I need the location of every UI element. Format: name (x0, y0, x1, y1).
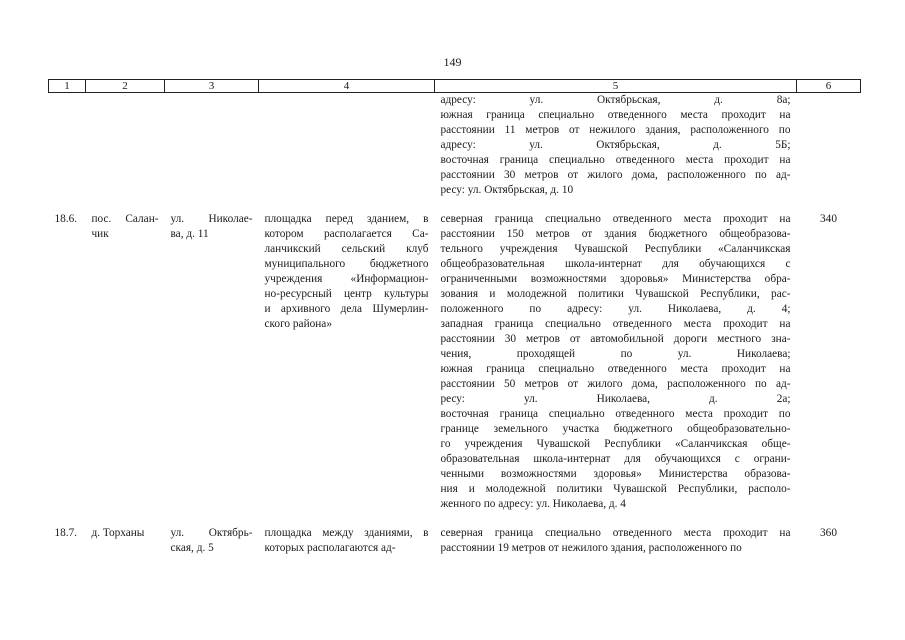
text-line: чик (91, 228, 109, 240)
text-line: восточная граница специально отведенного места проходит по (440, 408, 791, 420)
text-line: расстоянии 50 метров от жилого дома, расположенного по ад- (440, 378, 791, 390)
street-address (165, 526, 259, 556)
text-line: западная граница специально отведенного места проходит на (440, 318, 791, 330)
place-description (259, 526, 435, 556)
boundary-description (435, 93, 797, 199)
column-header: 5 (435, 80, 797, 93)
text-line: и архивного дела Шумерлин- (264, 303, 429, 315)
text-line: образовательная школа-интернат для обучающихся с ограни- (440, 453, 791, 465)
text-line: женного по адресу: ул. Николаева, д. 4 (440, 498, 626, 510)
column-header: 4 (259, 80, 435, 93)
text-line: го учреждения Чувашской Республики «Саланчикская обще- (440, 438, 791, 450)
area-value: 360 (820, 527, 837, 539)
text-line: ресу: ул. Николаева, д. 2а; (440, 393, 791, 405)
text-line: ограниченными возможностями здоровья» Министерства обра- (440, 273, 791, 285)
row-number: 18.6. (54, 213, 78, 225)
street-address (165, 212, 259, 512)
text-line: ченными возможностями здоровья» Министерства образова- (440, 468, 791, 480)
column-header: 6 (797, 80, 861, 93)
text-line: чения, проходящей по ул. Николаева; (440, 348, 791, 360)
boundary-description (435, 212, 797, 512)
text-line: ва, д. 11 (170, 228, 209, 240)
text-line: ского района» (264, 318, 332, 330)
text-line: ул. Николае- (170, 213, 253, 225)
text-line: муниципального бюджетного (264, 258, 429, 270)
text-line: но-ресурсный центр культуры (264, 288, 429, 300)
places-table (48, 79, 861, 556)
text-line: южная граница специально отведенного места проходит на (440, 109, 791, 121)
text-line: площадка между зданиями, в (264, 527, 429, 539)
text-line: ланчикский сельский клуб (264, 243, 429, 255)
text-line: северная граница специально отведенного места проходит на (440, 213, 791, 225)
text-line: ния и молодежной политики Чувашской Республики, располо- (440, 483, 791, 495)
table-row (49, 526, 861, 556)
text-line: учреждения «Информацион- (264, 273, 429, 285)
row-number: 18.7. (54, 527, 78, 539)
continuation-row (49, 93, 861, 199)
text-line: д. Торханы (91, 527, 145, 539)
text-line: площадка перед зданием, в (264, 213, 429, 225)
text-line: расстоянии 150 метров от здания бюджетного общеобразова- (440, 228, 791, 240)
text-line: адресу: ул. Октябрьская, д. 5Б; (440, 139, 791, 151)
area-value: 340 (820, 213, 837, 225)
settlement-name (86, 212, 165, 512)
text-line: общеобразовательная школа-интернат для обучающихся с (440, 258, 791, 270)
text-line: северная граница специально отведенного места проходит на (440, 527, 791, 539)
text-line: восточная граница специально отведенного места проходит на (440, 154, 791, 166)
text-line: расстоянии 30 метров от жилого дома, расположенного по ад- (440, 169, 791, 181)
settlement-name (86, 526, 165, 556)
table-row (49, 212, 861, 512)
column-header: 1 (49, 80, 86, 93)
column-header: 3 (165, 80, 259, 93)
text-line: адресу: ул. Октябрьская, д. 8а; (440, 94, 791, 106)
text-line: зования и молодежной политики Чувашской Республики, рас- (440, 288, 791, 300)
text-line: расстоянии 30 метров от автомобильной дороги местного зна- (440, 333, 791, 345)
text-line: ресу: ул. Октябрьская, д. 10 (440, 184, 574, 196)
text-line: границе земельного участка бюджетного общеобразовательно- (440, 423, 791, 435)
text-line: ул. Октябрь- (170, 527, 253, 539)
page-number: 149 (443, 55, 462, 69)
text-line: положенного по адресу: ул. Николаева, д. 4; (440, 303, 791, 315)
text-line: тельного учреждения Чувашской Республики «Саланчикская (440, 243, 791, 255)
text-line: пос. Салан- (91, 213, 159, 225)
text-line: южная граница специально отведенного места проходит на (440, 363, 791, 375)
text-line: расстоянии 11 метров от нежилого здания, расположенного по (440, 124, 791, 136)
place-description (259, 212, 435, 512)
text-line: расстоянии 19 метров от нежилого здания, расположенного по (440, 542, 742, 554)
text-line: котором располагается Са- (264, 228, 429, 240)
text-line: ская, д. 5 (170, 542, 214, 554)
column-header: 2 (86, 80, 165, 93)
table-header-row (49, 80, 861, 93)
boundary-description (435, 526, 797, 556)
text-line: которых располагаются ад- (264, 542, 396, 554)
